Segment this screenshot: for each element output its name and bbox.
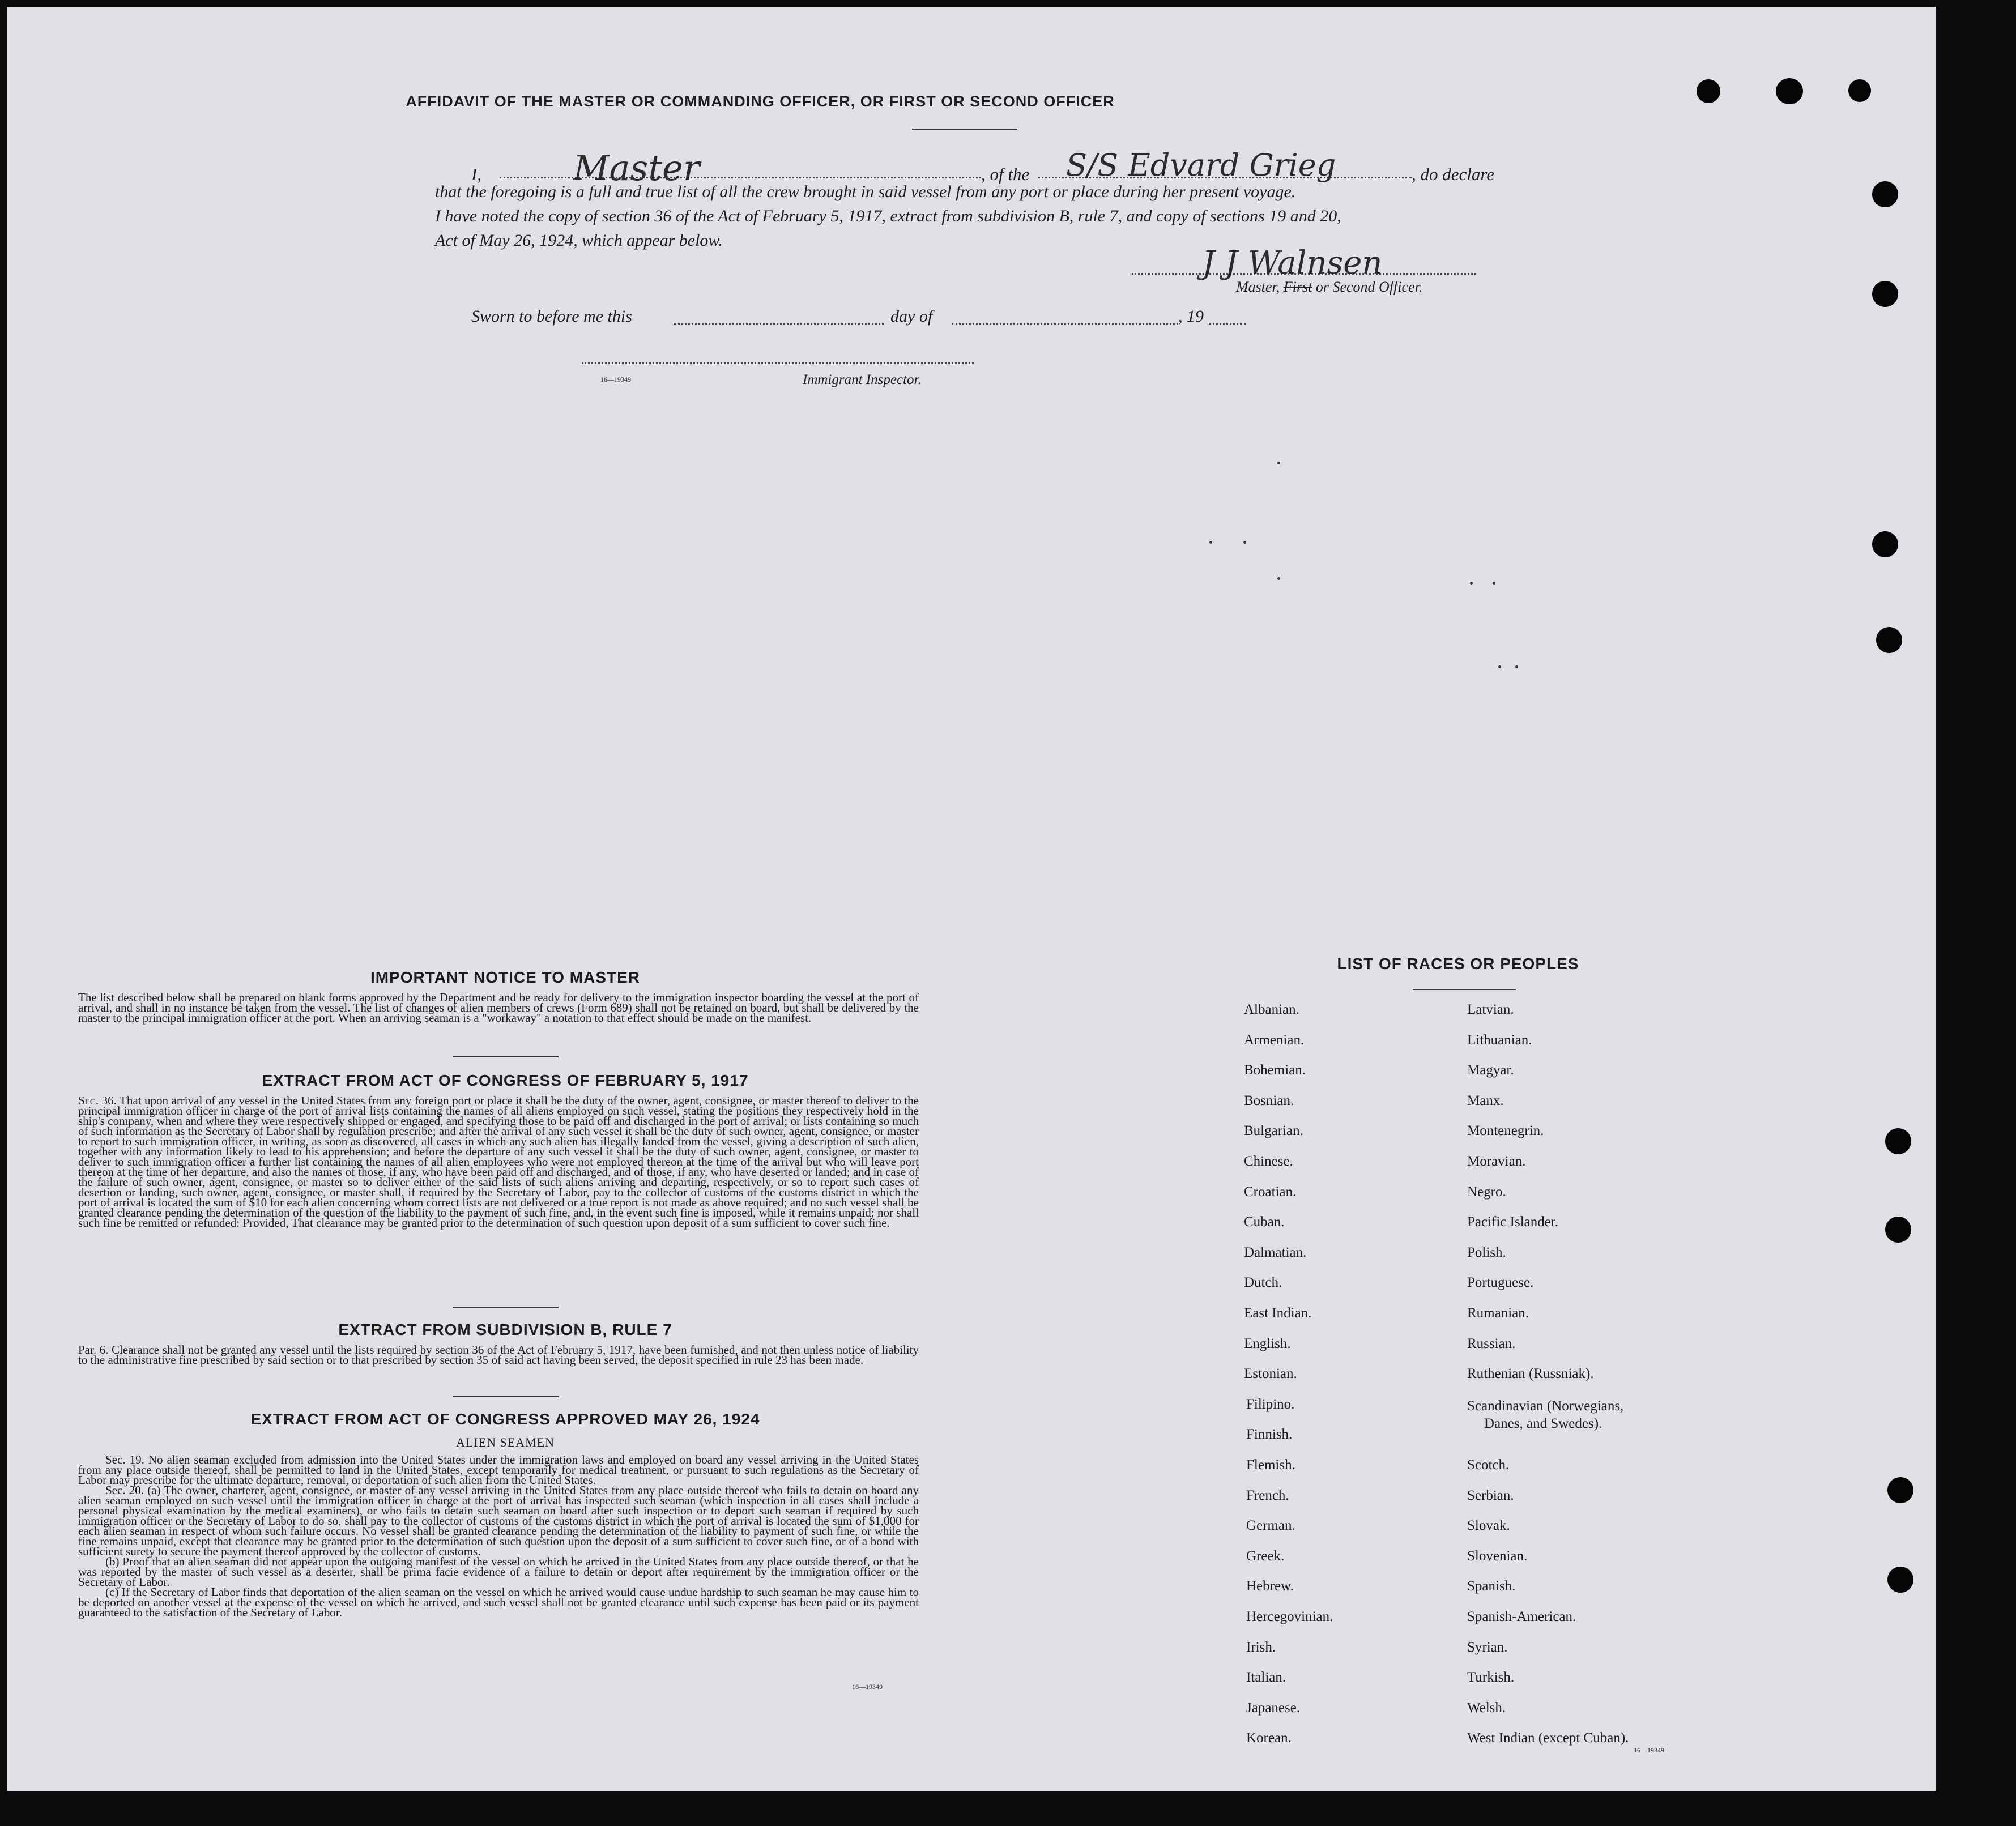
extract3-subtitle: ALIEN SEAMEN xyxy=(456,1435,555,1449)
sworn-label: Sworn to before me this xyxy=(471,307,632,326)
affidavit-line-4: Act of May 26, 1924, which appear below. xyxy=(435,231,723,250)
of-the-label: , of the xyxy=(981,164,1030,184)
race-item: Dalmatian. xyxy=(1244,1244,1307,1260)
race-item: Slovenian. xyxy=(1467,1548,1528,1564)
extract2-body: Par. 6. Clearance shall not be granted any vessel until the lists required by section 36 of the Act of February 5, 1917, have been furnished, and not then unless notice of liability to the administrative fine prescribed by said section or to that prescribed by section 35 of said act having been served, the deposit specified in rule 23 has been made. xyxy=(78,1343,919,1367)
race-item: Russian. xyxy=(1467,1336,1516,1351)
punch-hole xyxy=(1776,78,1803,104)
race-item: Lithuanian. xyxy=(1467,1032,1532,1048)
extract2-title: EXTRACT FROM SUBDIVISION B, RULE 7 xyxy=(338,1321,672,1338)
race-item: Montenegrin. xyxy=(1467,1123,1544,1139)
extract3-sec20a: Sec. 20. (a) The owner, charterer, agent, consignee, or master of any vessel arriving in the United States from any place outside thereof who fails to detain on board any alien seaman employed on such vessel until the immigration officer in charge at the port of arrival has inspected such seaman (which inspection in all cases shall include a personal physical examination by the medical examiners), or who fails to detain such seaman on board after such inspection or to deport such seaman if required by such immigration officer or the Secretary of Labor to do so, shall pay to the collector of customs of the customs district in which the port of arrival is located the sum of $1,000 for each alien seaman in respect of whom such failure occurs. No vessel shall be granted clearance pending the determination of the liability to payment of such fine, or while the fine remains unpaid, except that clearance may be granted prior to the determination of such question upon the deposit of a sum sufficient to cover such fine, or of a bond with sufficient surety to secure the payment thereof approved by the collector of customs. xyxy=(78,1483,919,1558)
vessel-handwritten: S/S Edvard Grieg xyxy=(1066,147,1336,183)
race-item: Bosnian. xyxy=(1244,1093,1294,1108)
inspector-label: Immigrant Inspector. xyxy=(803,372,922,387)
speck xyxy=(1277,577,1280,580)
race-item: Serbian. xyxy=(1467,1487,1514,1503)
punch-hole xyxy=(1697,79,1720,103)
race-item: Rumanian. xyxy=(1467,1305,1529,1321)
sworn-month-line xyxy=(952,323,1178,325)
extract1-title: EXTRACT FROM ACT OF CONGRESS OF FEBRUARY 5, 1917 xyxy=(262,1072,749,1089)
signature-handwritten: J J Walnsen xyxy=(1202,245,1383,281)
race-item: Danes, and Swedes). xyxy=(1484,1416,1602,1431)
extract1-text: That upon arrival of any vessel in the United States from any foreign port or place it shall be the duty of the owner, agent, consignee, or master thereof to deliver to the principal immigration officer in charge of the port of arrival lists containing the names of all aliens employed on such vessel, stating the positions they respectively hold in the ship's company, when and where they were respectively shipped or engaged, and specifying those to be paid off and discharged in the port of arrival; or lists containing so much of such information as the Secretary of Labor shall by regulation prescribe; and after the arrival of any such vessel it shall be the duty of such owner, agent, consignee, or master to report to such immigration officer, in writing, as soon as discovered, all cases in which any such alien has illegally landed from the vessel, giving a description of such alien, together with any information likely to lead to his apprehension; and before the departure of any such vessel it shall be the duty of such owner, agent, consignee, or master to deliver to such immigration officer a further list containing the names of all alien employees who were not employed thereon at the time of the arrival but who will leave port thereon at the time of her departure, and also the names of those, if any, who have been paid off and discharged, and of those, if any, who have deserted or landed; and in case of the failure of such owner, agent, consignee, or master so to deliver either of the said lists of such aliens arriving and departing, respectively, or so to report such cases of desertion or landing, such owner, agent, consignee, or master shall, if required by the Secretary of Labor, pay to the collector of customs of the customs district in which the port of arrival is located the sum of $10 for each alien concerning whom correct lists are not delivered or a true report is not made as above required; and no such vessel shall be granted clearance pending the determination of the question of the liability to the payment of such fine, and, in the event such fine is imposed, while it remains unpaid; nor shall such fine be remitted or refunded: Provided, That clearance may be granted prior to the determination of such question upon deposit of a sum sufficient to cover such fine. xyxy=(78,1094,919,1230)
affidavit-line-3: I have noted the copy of section 36 of the Act of February 5, 1917, extract from subdivision B, rule 7, and copy of sections 19 and 20, xyxy=(435,207,1341,225)
extract3-sec20c: (c) If the Secretary of Labor finds that deportation of the alien seaman on the vessel on which he arrived would cause undue hardship to such seaman he may cause him to be deported on another vessel at the expense of the vessel on which he arrived, and such vessel shall not be granted clearance until such expense has been paid or its payment guaranteed to the satisfaction of the Secretary of Labor. xyxy=(78,1585,919,1619)
race-item: Turkish. xyxy=(1467,1670,1515,1686)
punch-hole xyxy=(1872,531,1898,557)
race-item: Spanish-American. xyxy=(1467,1609,1576,1624)
speck xyxy=(1493,582,1495,585)
signature-label xyxy=(1236,279,1422,296)
affidavit-line-1 xyxy=(471,147,1519,187)
race-item: Bohemian. xyxy=(1244,1063,1306,1078)
punch-hole xyxy=(1887,1567,1913,1593)
races-title: LIST OF RACES OR PEOPLES xyxy=(1337,955,1579,972)
punch-hole xyxy=(1872,281,1898,307)
affidavit-line-2: that the foregoing is a full and true list of all the crew brought in said vessel from any port or place during her present voyage. xyxy=(435,182,1296,201)
race-item: Latvian. xyxy=(1467,1002,1514,1017)
race-item: English. xyxy=(1244,1336,1291,1351)
extract3-sec20b: (b) Proof that an alien seaman did not appear upon the outgoing manifest of the vessel on which he arrived in the United States from any place outside thereof, or that he was reported by the master of such vessel as a deserter, shall be prima facie evidence of a failure to detain or deport after requirement by the immigration officer or the Secretary of Labor. xyxy=(78,1555,919,1589)
divider xyxy=(453,1307,559,1308)
races-form-number: 16—19349 xyxy=(1634,1746,1664,1754)
race-item: Spanish. xyxy=(1467,1578,1516,1594)
punch-hole xyxy=(1872,181,1898,207)
divider xyxy=(1413,989,1516,990)
race-item: West Indian (except Cuban). xyxy=(1467,1730,1629,1746)
race-item: Manx. xyxy=(1467,1093,1504,1108)
signature-label-rest: or Second Officer. xyxy=(1315,279,1423,295)
notice-form-number: 16—19349 xyxy=(852,1683,883,1691)
race-item: Korean. xyxy=(1246,1730,1292,1746)
speck xyxy=(1470,582,1473,585)
signature-label-first: First xyxy=(1283,279,1312,295)
race-item: Polish. xyxy=(1467,1244,1506,1260)
race-item: Syrian. xyxy=(1467,1639,1508,1655)
extract3-title: EXTRACT FROM ACT OF CONGRESS APPROVED MAY 26, 1924 xyxy=(250,1410,760,1428)
race-item: Welsh. xyxy=(1467,1700,1506,1716)
sworn-year-line xyxy=(1209,323,1246,325)
day-of-label: day of xyxy=(890,307,933,326)
race-item: Pacific Islander. xyxy=(1467,1214,1559,1230)
extract1-lead: Sec. 36. xyxy=(78,1094,117,1107)
name-line xyxy=(500,177,981,178)
race-item: Scotch. xyxy=(1467,1457,1510,1473)
race-item: Negro. xyxy=(1467,1184,1506,1200)
punch-hole xyxy=(1887,1477,1913,1503)
punch-hole xyxy=(1885,1217,1911,1243)
race-item: Scandinavian (Norwegians, xyxy=(1467,1398,1624,1414)
race-item: Hercegovinian. xyxy=(1246,1609,1333,1624)
race-item: Chinese. xyxy=(1244,1154,1293,1169)
race-item: Cuban. xyxy=(1244,1214,1285,1230)
extract3-body xyxy=(78,1454,919,1618)
inspector-line xyxy=(582,362,974,364)
race-item: French. xyxy=(1246,1487,1289,1503)
notice-title: IMPORTANT NOTICE TO MASTER xyxy=(370,969,641,986)
speck xyxy=(1277,462,1280,464)
race-item: Hebrew. xyxy=(1246,1578,1294,1594)
race-item: Filipino. xyxy=(1246,1396,1295,1412)
punch-hole xyxy=(1876,627,1902,653)
race-item: German. xyxy=(1246,1518,1295,1534)
speck xyxy=(1243,541,1246,544)
punch-hole xyxy=(1885,1128,1911,1154)
race-item: Slovak. xyxy=(1467,1518,1510,1534)
race-item: Ruthenian (Russniak). xyxy=(1467,1366,1594,1382)
race-item: Italian. xyxy=(1246,1670,1286,1686)
race-item: Japanese. xyxy=(1246,1700,1301,1716)
race-item: Estonian. xyxy=(1244,1366,1297,1382)
speck xyxy=(1209,541,1212,544)
document-page xyxy=(7,7,1936,1791)
divider xyxy=(453,1056,559,1057)
extract3-sec19: Sec. 19. No alien seaman excluded from admission into the United States under the immigration laws and employed on board any vessel arriving in the United States from any place outside thereof, shall be permitted to land in the United States, except temporarily for medical treatment, or pursuant to such regulations as the Secretary of Labor may prescribe for the ultimate departure, removal, or deportation of such alien from the United States. xyxy=(78,1453,919,1487)
divider xyxy=(453,1396,559,1397)
race-item: Moravian. xyxy=(1467,1154,1526,1169)
speck xyxy=(1515,665,1518,668)
speck xyxy=(1498,665,1501,668)
race-item: Flemish. xyxy=(1246,1457,1295,1473)
sworn-day-line xyxy=(674,323,884,325)
extract1-body xyxy=(78,1095,919,1228)
race-item: East Indian. xyxy=(1244,1305,1312,1321)
race-item: Irish. xyxy=(1246,1639,1276,1655)
sworn-line xyxy=(471,302,1264,331)
race-item: Finnish. xyxy=(1246,1427,1293,1443)
divider xyxy=(912,129,1017,130)
race-item: Bulgarian. xyxy=(1244,1123,1303,1139)
signature-label-master: Master, xyxy=(1236,279,1280,295)
race-item: Croatian. xyxy=(1244,1184,1297,1200)
race-item: Magyar. xyxy=(1467,1063,1514,1078)
race-item: Portuguese. xyxy=(1467,1275,1534,1291)
notice-body: The list described below shall be prepared on blank forms approved by the Department and be ready for delivery to the immigration inspector boarding the vessel at the port of arrival, and shall in no instance be taken from the vessel. The list of changes of alien members of crews (Form 689) shall not be retained on board, but shall be delivered by the master to the principal immigration officer at the port. When an arriving seaman is a "workaway" a notation to that effect should be made on the manifest. xyxy=(78,991,919,1025)
year-prefix: , 19 xyxy=(1178,307,1204,326)
race-item: Armenian. xyxy=(1244,1032,1305,1048)
punch-hole xyxy=(1848,79,1871,102)
affidavit-form-number: 16—19349 xyxy=(600,376,631,383)
affidavit-title: AFFIDAVIT OF THE MASTER OR COMMANDING OFFICER, OR FIRST OR SECOND OFFICER xyxy=(406,93,1115,110)
race-item: Dutch. xyxy=(1244,1275,1282,1291)
i-label: I, xyxy=(471,164,482,184)
name-handwritten: Master xyxy=(573,147,700,189)
race-item: Greek. xyxy=(1246,1548,1285,1564)
do-declare-label: , do declare xyxy=(1412,164,1495,184)
race-item: Albanian. xyxy=(1244,1002,1299,1017)
